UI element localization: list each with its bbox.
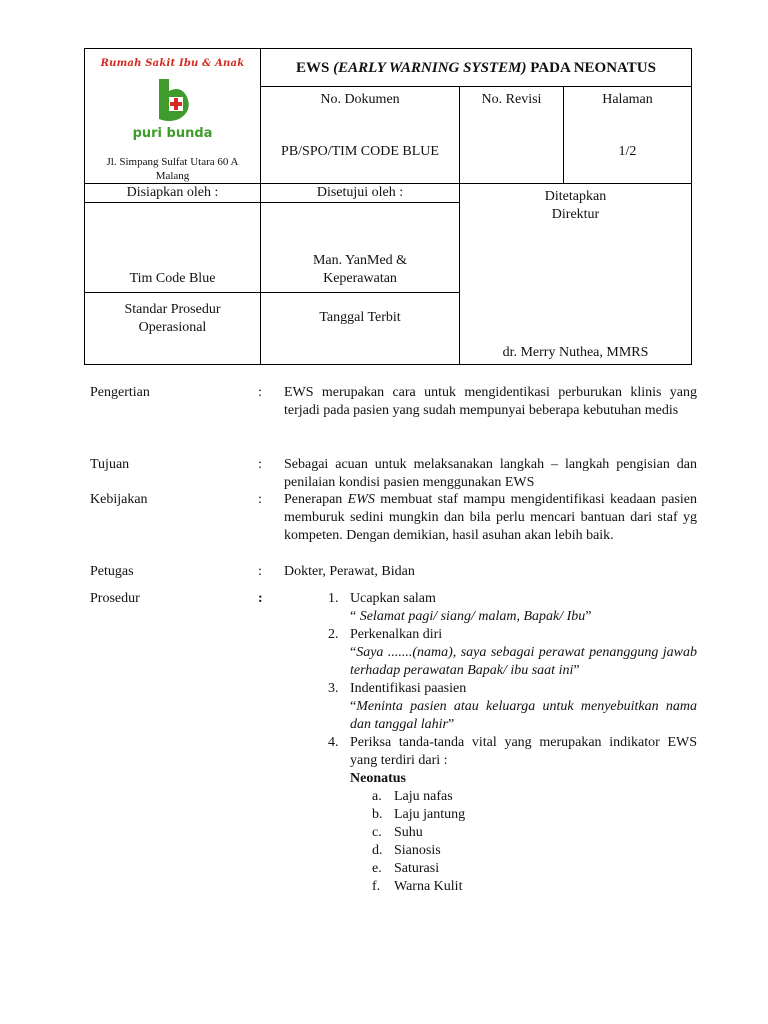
item-text: Laju nafas (394, 789, 453, 804)
tanggal-terbit-label: Tanggal Terbit (261, 293, 460, 365)
prosedur-label: Prosedur (90, 591, 140, 606)
list-item (284, 824, 697, 842)
list-item (284, 878, 697, 896)
step-text: Periksa tanda-tanda vital yang merupakan indikator EWS yang terdiri dari : (350, 735, 697, 768)
item-text: Laju jantung (394, 807, 466, 822)
item-text: Warna Kulit (394, 879, 463, 894)
step-quote (350, 608, 697, 626)
direktur-name: dr. Merry Nuthea, MMRS (502, 345, 649, 360)
tujuan-label: Tujuan (90, 457, 130, 472)
document-header-table (84, 48, 692, 365)
no-revisi-label: No. Revisi (481, 92, 542, 108)
tujuan-text: Sebagai acuan untuk melaksanakan langkah – langkah pengisian dan penilaian kondisi pasien menggunakan EWS (284, 457, 697, 490)
no-revisi-cell (460, 87, 564, 184)
neonatus-heading: Neonatus (350, 771, 407, 786)
step-quote (350, 698, 697, 734)
quote-text: Selamat pagi/ siang/ malam, Bapak/ Ibu (359, 609, 586, 624)
step-number: 4. (328, 735, 339, 750)
kebijakan-text-before: Penerapan (284, 492, 348, 507)
title-prefix: EWS (296, 59, 334, 76)
quote-open: “ (350, 645, 357, 660)
logo-brand-puri: puri (132, 126, 162, 141)
quote-open: “ (350, 699, 357, 714)
list-item (284, 788, 697, 806)
pengertian-colon: : (258, 385, 262, 400)
item-text: Saturasi (394, 861, 440, 876)
item-text: Suhu (394, 825, 423, 840)
tujuan-colon: : (258, 457, 262, 472)
hospital-logo-icon (151, 77, 195, 123)
quote-text: Saya .......(nama), saya sebagai perawat penanggung jawab terhadap perawatan Bapak/ ibu saat ini (350, 645, 697, 678)
halaman-value: 1/2 (618, 144, 637, 160)
ditetapkan-label: Ditetapkan (544, 189, 607, 204)
item-letter: a. (372, 789, 382, 804)
step-number: 2. (328, 627, 339, 642)
list-item (284, 680, 697, 734)
list-item (284, 734, 697, 770)
step-text: Indentifikasi paasien (350, 681, 467, 696)
quote-open: “ (350, 609, 360, 624)
step-quote (350, 644, 697, 680)
no-dokumen-label: No. Dokumen (320, 92, 400, 108)
spo-label: Standar Prosedur Operasional (85, 293, 261, 365)
item-text: Sianosis (394, 843, 441, 858)
step-text: Ucapkan salam (350, 591, 436, 606)
kebijakan-colon: : (258, 492, 262, 507)
petugas-text: Dokter, Perawat, Bidan (284, 564, 415, 579)
list-item (284, 806, 697, 824)
disiapkan-value: Tim Code Blue (85, 203, 261, 293)
kebijakan-text-after: membuat staf mampu mengidentifikasi keadaan pasien memburuk sedini mungkin dan bila perlu mencari bantuan dari staf yg kompeten. Dengan demikian, hasil asuhan akan lebih baik. (284, 492, 697, 543)
list-item (284, 860, 697, 878)
no-dokumen-value: PB/SPO/TIM CODE BLUE (281, 144, 439, 160)
quote-text: Meninta pasien atau keluarga untuk menyebuitkan nama dan tanggal lahir (350, 699, 697, 732)
quote-close: ” (585, 609, 592, 624)
kebijakan-label: Kebijakan (90, 492, 148, 507)
item-letter: e. (372, 861, 382, 876)
pengertian-text: EWS merupakan cara untuk mengidentikasi perburukan klinis yang terjadi pada pasien yang sudah mempunyai beberapa kebutuhan medis (284, 385, 697, 418)
no-dokumen-cell (261, 87, 460, 184)
halaman-cell (564, 87, 692, 184)
kebijakan-text (284, 491, 697, 545)
item-letter: c. (372, 825, 382, 840)
item-letter: d. (372, 843, 383, 858)
item-letter: b. (372, 807, 383, 822)
prosedur-colon: : (258, 591, 263, 606)
step-text: Perkenalkan diri (350, 627, 443, 642)
title-suffix: PADA NEONATUS (526, 59, 656, 76)
pengertian-label: Pengertian (90, 385, 150, 400)
disiapkan-label: Disiapkan oleh : (85, 184, 261, 203)
title-italic: (EARLY WARNING SYSTEM) (333, 59, 527, 76)
petugas-label: Petugas (90, 564, 134, 579)
list-item (284, 842, 697, 860)
logo-brand-bunda: bunda (166, 126, 213, 141)
document-title (261, 49, 692, 87)
quote-close: ” (448, 717, 455, 732)
logo-script-text: Rumah Sakit Ibu & Anak (100, 58, 245, 69)
item-letter: f. (372, 879, 381, 894)
quote-close: ” (573, 663, 580, 678)
kebijakan-text-italic: EWS (347, 492, 375, 507)
petugas-colon: : (258, 564, 262, 579)
halaman-label: Halaman (602, 92, 653, 108)
list-item (284, 626, 697, 680)
direktur-label: Direktur (551, 207, 600, 222)
step-number: 3. (328, 681, 339, 696)
step-number: 1. (328, 591, 339, 606)
prosedur-list (284, 590, 697, 896)
disetujui-value: Man. YanMed & Keperawatan (261, 203, 460, 293)
hospital-address: Jl. Simpang Sulfat Utara 60 A Malang (106, 156, 239, 182)
hospital-logo-cell (85, 49, 261, 184)
logo-brand-text (89, 125, 256, 143)
list-item (284, 590, 697, 626)
ditetapkan-cell (460, 184, 692, 365)
disetujui-label: Disetujui oleh : (261, 184, 460, 203)
